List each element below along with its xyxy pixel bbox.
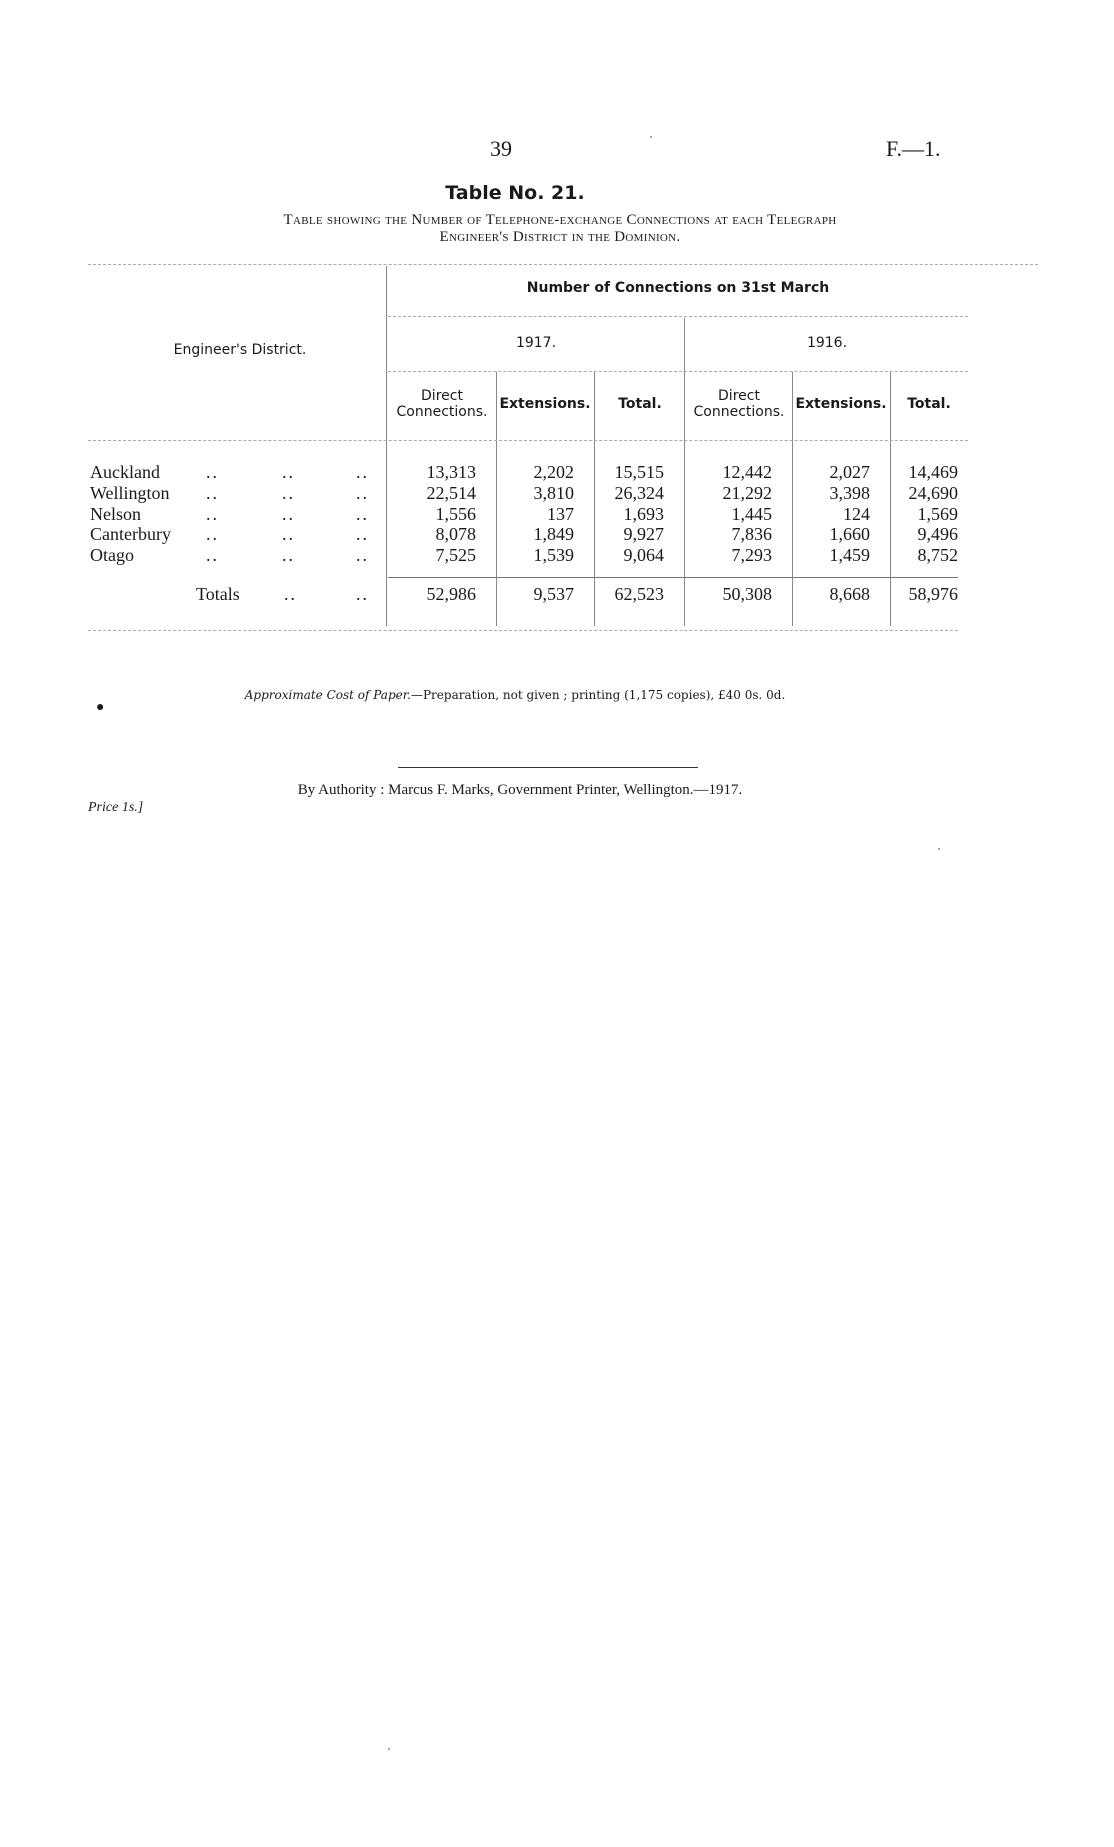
table-divider <box>386 266 387 626</box>
totals-direct-1917: 52,986 <box>426 584 476 604</box>
caption-line-2: Engineer's District in the Dominion. <box>439 229 681 245</box>
year-header-1916: 1916. <box>806 335 848 351</box>
leader-dots: .. <box>284 584 297 604</box>
totals-rule <box>388 577 958 578</box>
leader-dots: .. <box>282 462 295 482</box>
leader-dots: .. <box>282 503 295 524</box>
cell-d1917: 13,313 <box>426 462 476 482</box>
totals-total-1917: 62,523 <box>614 584 664 604</box>
document-code: F.—1. <box>886 136 941 161</box>
table-title: Table No. 21. <box>445 182 585 204</box>
cell-t1916: 9,496 <box>917 524 958 545</box>
leader-dots: .. <box>206 482 219 503</box>
district-name: Nelson <box>90 503 141 524</box>
cell-e1917: 2,202 <box>533 462 574 482</box>
district-name: Otago <box>90 545 134 566</box>
table-bottom-rule <box>88 630 958 631</box>
cell-d1917: 8,078 <box>435 524 476 545</box>
cell-e1917: 1,539 <box>533 545 574 566</box>
leader-dots: .. <box>206 524 219 545</box>
direct-connections-header: Direct Connections. <box>396 388 488 420</box>
cell-e1917: 3,810 <box>533 482 574 503</box>
scan-speck <box>388 1748 390 1750</box>
header-bottom-rule <box>88 440 968 441</box>
group-header: Number of Connections on 31st March <box>526 280 830 296</box>
leader-dots: .. <box>356 462 369 482</box>
price-note: Price 1s.] <box>88 800 144 815</box>
cell-e1916: 1,459 <box>829 545 870 566</box>
leader-dots: .. <box>356 584 369 604</box>
cell-t1917: 1,693 <box>623 503 664 524</box>
totals-label: Totals <box>196 584 240 604</box>
cell-e1916: 2,027 <box>829 462 870 482</box>
leader-dots: .. <box>282 482 295 503</box>
scan-speck <box>650 136 652 138</box>
caption-line-1: Table showing the Number of Telephone-exchange Connections at each Telegraph <box>283 212 837 228</box>
cell-d1917: 1,556 <box>435 503 476 524</box>
totals-extensions-1917: 9,537 <box>533 584 574 604</box>
cell-e1916: 124 <box>843 503 870 524</box>
extensions-header: Extensions. <box>795 396 887 412</box>
cell-d1916: 1,445 <box>731 503 772 524</box>
leader-dots: .. <box>282 524 295 545</box>
leader-dots: .. <box>282 545 295 566</box>
cell-t1917: 9,927 <box>623 524 664 545</box>
leader-dots: .. <box>206 503 219 524</box>
leader-dots: .. <box>206 545 219 566</box>
cell-t1916: 24,690 <box>908 482 958 503</box>
cell-t1916: 14,469 <box>908 462 958 482</box>
cost-note <box>0 688 1030 702</box>
cell-t1916: 1,569 <box>917 503 958 524</box>
district-name: Wellington <box>90 482 170 503</box>
cell-e1916: 3,398 <box>829 482 870 503</box>
year-rule <box>388 371 968 372</box>
cell-d1916: 7,836 <box>731 524 772 545</box>
page-number: 39 <box>490 136 512 161</box>
year-header-1917: 1917. <box>515 335 557 351</box>
cell-d1916: 21,292 <box>722 482 772 503</box>
cell-e1917: 137 <box>547 503 574 524</box>
cell-t1917: 15,515 <box>614 462 664 482</box>
cell-d1916: 12,442 <box>722 462 772 482</box>
year-divider <box>684 318 685 626</box>
leader-dots: .. <box>356 524 369 545</box>
cell-t1917: 9,064 <box>623 545 664 566</box>
leader-dots: .. <box>356 482 369 503</box>
district-name: Canterbury <box>90 524 171 545</box>
total-header: Total. <box>618 396 662 412</box>
printer-line: By Authority : Marcus F. Marks, Government Printer, Wellington.—1917. <box>297 782 743 798</box>
leader-dots: .. <box>206 462 219 482</box>
footer-rule <box>398 767 698 768</box>
cost-label: Approximate Cost of Paper. <box>244 688 411 702</box>
bullet-mark: ● <box>96 700 105 715</box>
totals-extensions-1916: 8,668 <box>829 584 870 604</box>
cell-d1917: 7,525 <box>435 545 476 566</box>
leader-dots: .. <box>356 545 369 566</box>
totals-total-1916: 58,976 <box>908 584 958 604</box>
group-rule <box>388 316 968 317</box>
scan-speck <box>938 848 940 850</box>
district-name: Auckland <box>90 462 160 482</box>
cell-d1917: 22,514 <box>426 482 476 503</box>
table-top-rule <box>88 264 1038 265</box>
cell-d1916: 7,293 <box>731 545 772 566</box>
extensions-header: Extensions. <box>499 396 591 412</box>
cell-e1917: 1,849 <box>533 524 574 545</box>
cell-t1917: 26,324 <box>614 482 664 503</box>
leader-dots: .. <box>356 503 369 524</box>
cell-t1916: 8,752 <box>917 545 958 566</box>
cost-text: —Preparation, not given ; printing (1,175 copies), £40 0s. 0d. <box>410 688 786 702</box>
district-header: Engineer's District. <box>173 342 307 358</box>
direct-connections-header: Direct Connections. <box>693 388 785 420</box>
totals-direct-1916: 50,308 <box>722 584 772 604</box>
cell-e1916: 1,660 <box>829 524 870 545</box>
table-caption <box>60 212 1060 246</box>
total-header: Total. <box>907 396 951 412</box>
